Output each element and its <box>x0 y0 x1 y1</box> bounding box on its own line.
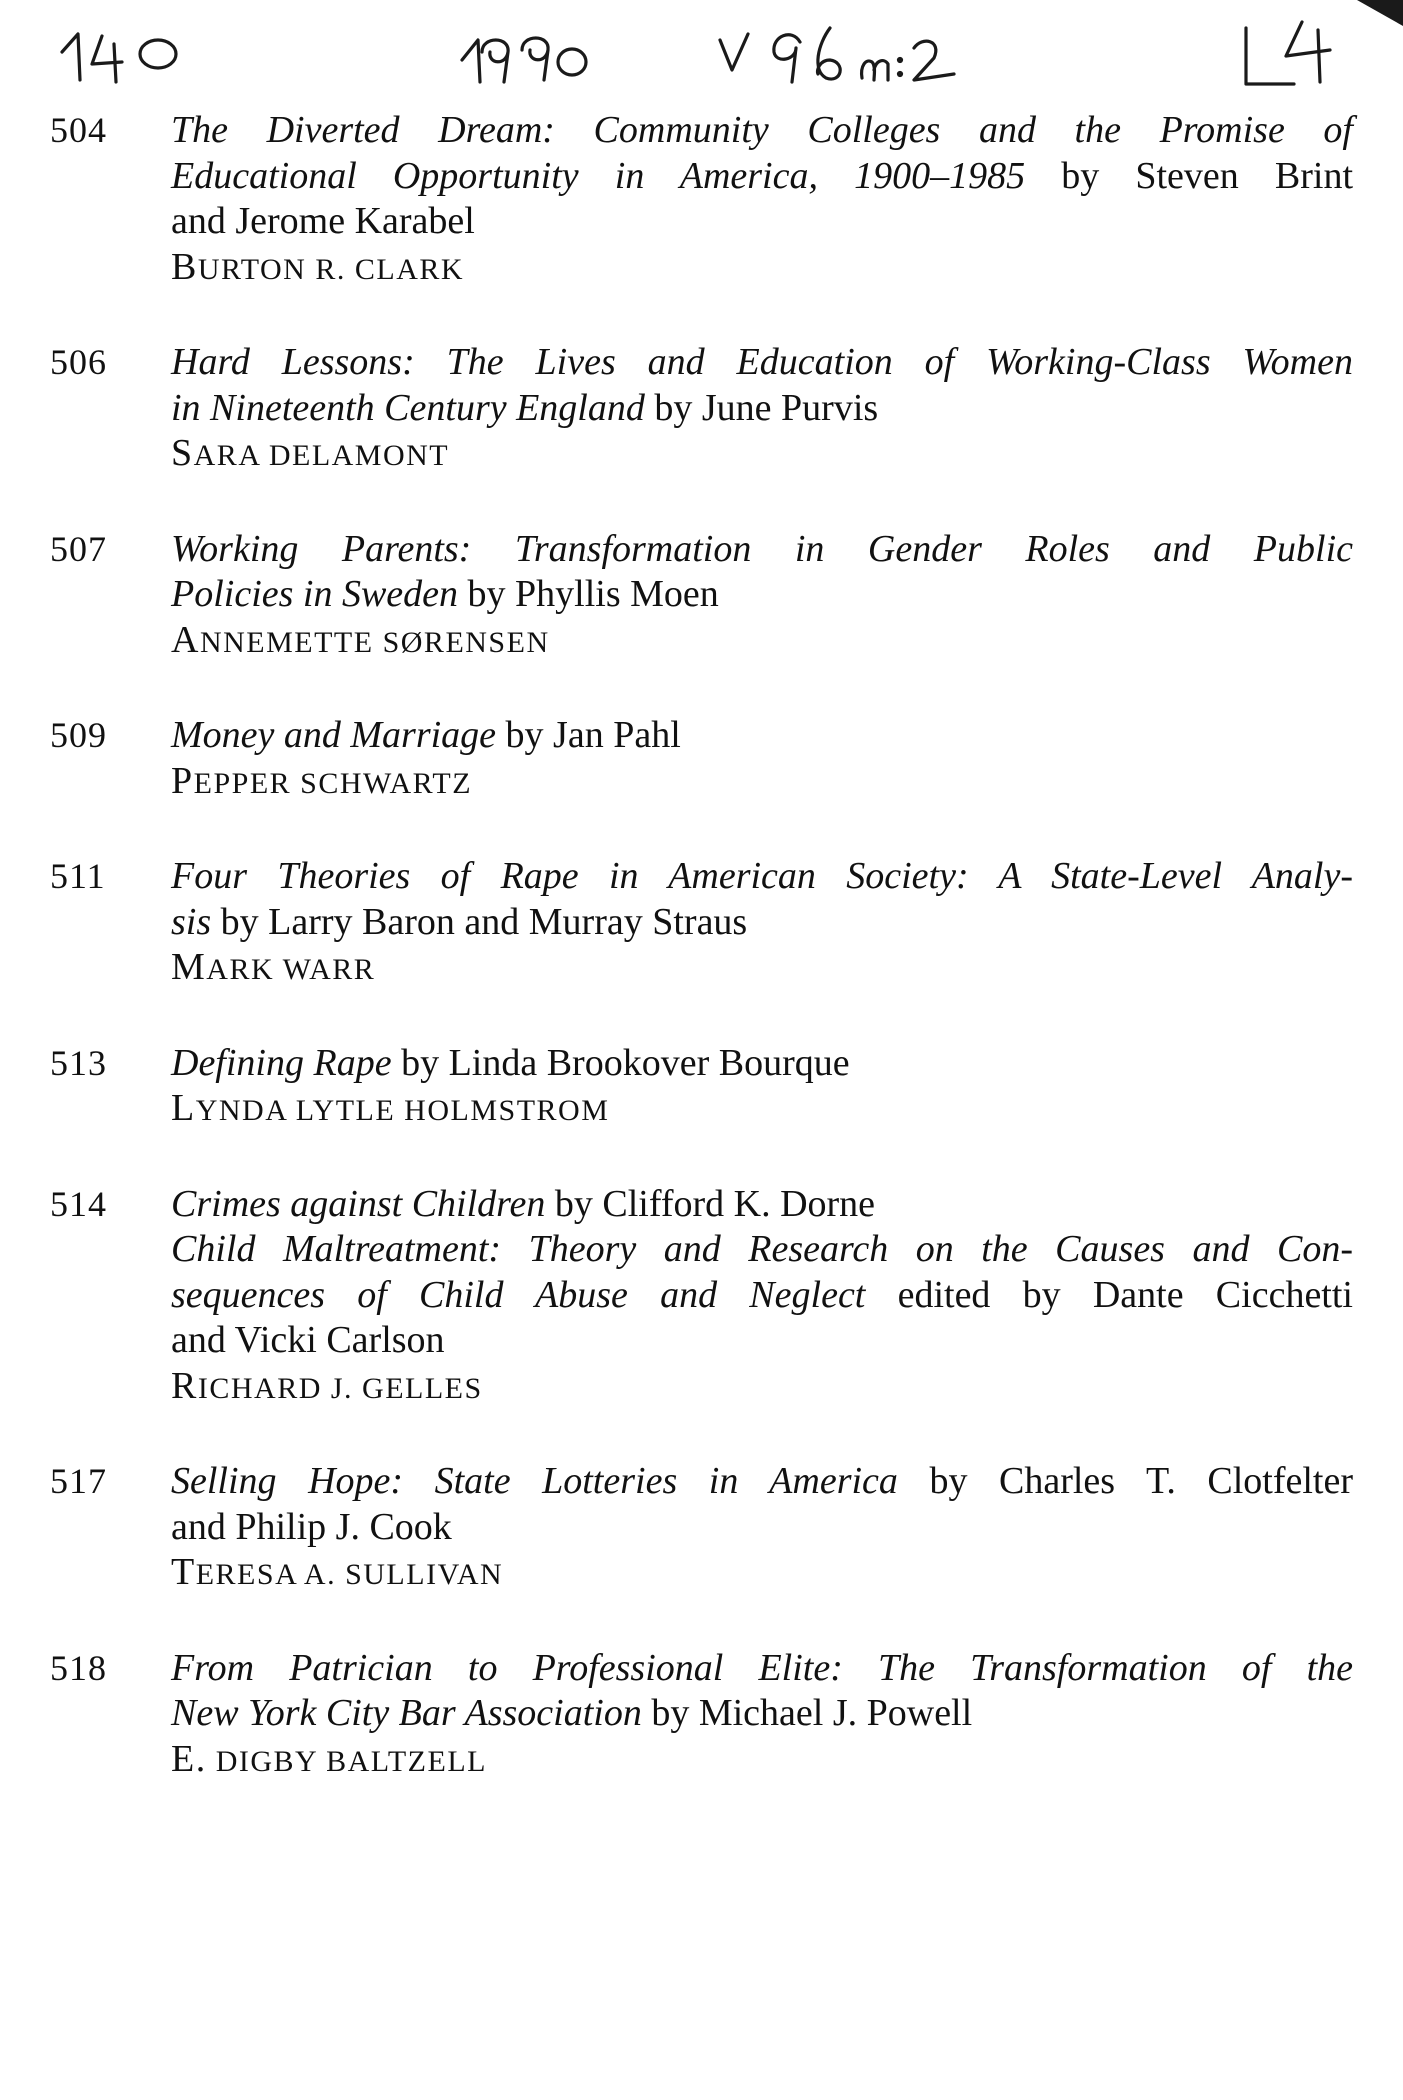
book-author: and Jerome Karabel <box>171 200 475 242</box>
reviewer-name: E. DIGBY BALTZELL <box>171 1737 487 1780</box>
citation-line <box>171 1041 1353 1087</box>
book-author: by Jan Pahl <box>496 714 681 756</box>
book-title: Crimes against Children <box>171 1182 546 1225</box>
entry-body <box>171 108 1353 292</box>
citation-line <box>171 1646 1353 1692</box>
reviewer-name: ANNEMETTE SØRENSEN <box>171 618 550 661</box>
citation-line <box>171 1182 1353 1228</box>
entry-body <box>171 1646 1353 1785</box>
book-title: From Patrician to Professional Elite: The Transformation of the <box>171 1646 1353 1689</box>
review-entry <box>0 1646 1403 1785</box>
book-title: Educational Opportunity in America, 1900–1985 <box>171 154 1026 197</box>
handwritten-catalog-note <box>0 0 1403 110</box>
book-editors: and Vicki Carlson <box>171 1319 445 1361</box>
reviewer-name: MARK WARR <box>171 946 376 988</box>
book-author: by Michael J. Powell <box>641 1692 973 1734</box>
page-number: 511 <box>50 856 106 896</box>
review-list <box>0 108 1403 1832</box>
page-number: 514 <box>50 1183 107 1224</box>
entry-body <box>171 1182 1353 1412</box>
book-title: Hard Lessons: The Lives and Education of Working-Class Women <box>171 341 1353 383</box>
book-title: sis <box>171 900 212 943</box>
page-number: 504 <box>50 110 107 150</box>
book-author: by Charles T. Clotfelter <box>897 1460 1353 1502</box>
citation-line <box>171 386 1353 432</box>
handwritten-mark-140 <box>62 34 176 82</box>
book-title: The Diverted Dream: Community Colleges and the Promise of <box>171 109 1353 151</box>
handwritten-mark-1990 <box>462 38 586 82</box>
citation-line <box>171 1459 1353 1505</box>
citation-line <box>171 572 1353 618</box>
citation-line <box>171 1227 1353 1273</box>
book-title: Four Theories of Rape in American Society: A State-Level Analy- <box>171 855 1353 897</box>
book-title: Money and Marriage <box>171 714 497 756</box>
review-entry <box>0 1041 1403 1134</box>
page-number: 506 <box>50 342 107 382</box>
reviewer-name: TERESA A. SULLIVAN <box>171 1551 504 1593</box>
citation-line <box>171 154 1353 200</box>
book-editors: edited by Dante Cicchetti <box>865 1273 1353 1316</box>
entry-body <box>171 340 1353 479</box>
book-title: Policies in Sweden <box>171 573 459 615</box>
review-entry <box>0 108 1403 292</box>
book-author: by June Purvis <box>644 386 879 429</box>
book-title: New York City Bar Association <box>171 1692 642 1734</box>
citation-line <box>171 1691 1353 1737</box>
page-number: 513 <box>50 1042 107 1083</box>
citation-line <box>171 1273 1353 1319</box>
page-number: 517 <box>50 1461 107 1501</box>
citation-line <box>171 340 1353 386</box>
citation-line <box>171 713 1353 759</box>
reviewer-name: BURTON R. CLARK <box>171 245 465 288</box>
page-number: 509 <box>50 715 107 755</box>
reviewer-name: RICHARD J. GELLES <box>171 1364 483 1407</box>
entry-body <box>171 854 1353 993</box>
reviewer-name: PEPPER SCHWARTZ <box>171 759 473 802</box>
handwritten-mark-l4 <box>1246 22 1330 84</box>
book-title: in Nineteenth Century England <box>171 386 645 429</box>
review-entry <box>0 1459 1403 1598</box>
citation-line <box>171 1318 1353 1364</box>
review-entry <box>0 854 1403 993</box>
entry-body <box>171 1459 1353 1598</box>
reviewer-name: LYNDA LYTLE HOLMSTROM <box>171 1087 610 1129</box>
entry-body <box>171 1041 1353 1134</box>
page-number: 507 <box>50 528 107 569</box>
citation-line <box>171 854 1353 900</box>
entry-body <box>171 527 1353 666</box>
citation-line <box>171 1505 1353 1551</box>
review-entry <box>0 340 1403 479</box>
citation-line <box>171 900 1353 946</box>
book-author: and Philip J. Cook <box>171 1505 452 1548</box>
review-entry <box>0 1182 1403 1412</box>
book-title: Selling Hope: State Lotteries in America <box>171 1460 898 1502</box>
book-author: by Clifford K. Dorne <box>545 1182 876 1225</box>
page-number: 518 <box>50 1647 107 1688</box>
citation-line <box>171 527 1353 573</box>
book-author: by Phyllis Moen <box>458 573 719 615</box>
reviewer-name: SARA DELAMONT <box>171 432 450 474</box>
book-title: Working Parents: Transformation in Gender Roles and Public <box>171 527 1353 570</box>
review-entry <box>0 527 1403 666</box>
book-author: by Larry Baron and Murray Straus <box>211 900 748 943</box>
book-author: by Steven Brint <box>1025 154 1354 197</box>
review-entry <box>0 713 1403 806</box>
book-title: Child Maltreatment: Theory and Research on the Causes and Con- <box>171 1228 1353 1270</box>
citation-line <box>171 199 1353 245</box>
handwritten-mark-v96n2 <box>720 28 954 82</box>
book-title: Defining Rape <box>171 1041 392 1084</box>
book-author: by Linda Brookover Bourque <box>391 1041 850 1084</box>
entry-body <box>171 713 1353 806</box>
book-title: sequences of Child Abuse and Neglect <box>171 1273 866 1316</box>
citation-line <box>171 108 1353 154</box>
